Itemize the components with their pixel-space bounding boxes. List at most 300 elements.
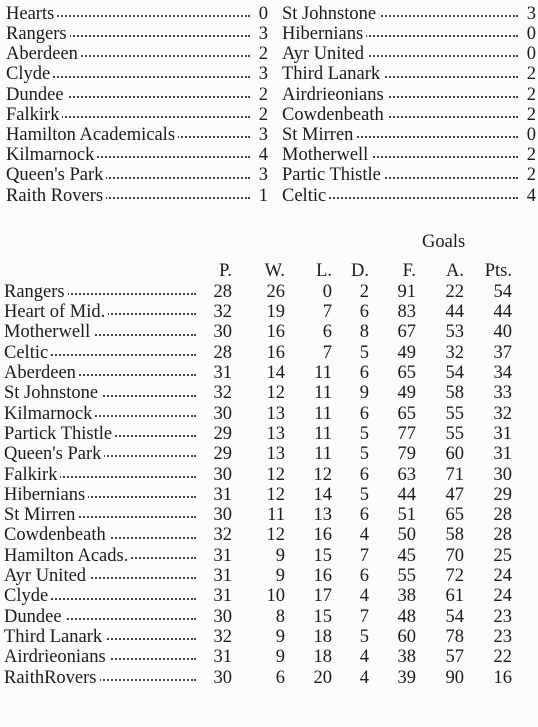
played-cell: 31 [213,586,232,607]
won-cell: 12 [266,383,285,404]
away-side [282,166,536,185]
lost-cell: 14 [313,484,332,505]
goals-against-cell: 54 [445,363,464,384]
goals-for-cell: 67 [397,322,416,343]
played-cell: 32 [213,626,232,647]
home-score: 3 [258,24,268,45]
team-cell [4,405,202,424]
away-team [282,45,520,64]
table-row [4,404,536,424]
home-score: 3 [258,124,268,145]
home-team-name: Rangers [6,25,70,44]
points-cell: 44 [493,302,512,323]
points-cell: 24 [493,566,512,587]
away-team-name: Motherwell [282,146,371,165]
goals-for-cell: 91 [397,281,416,302]
won-cell: 6 [275,667,285,688]
goals-against-cell: 57 [445,647,464,668]
drawn-cell: 8 [359,322,369,343]
goals-against-cell: 22 [445,281,464,302]
away-team [282,187,520,206]
away-team-name: Partic Thistle [282,166,384,185]
team-cell [4,587,202,606]
goals-against-cell: 78 [445,626,464,647]
team-name: Heart of Mid. [4,303,108,322]
result-row [6,166,536,186]
home-score: 2 [258,44,268,65]
points-cell: 28 [493,505,512,526]
lost-cell: 11 [314,423,332,444]
team-cell [4,303,202,322]
points-cell: 23 [493,606,512,627]
home-team-name: Aberdeen [6,45,81,64]
points-cell: 30 [493,464,512,485]
away-team [282,65,520,84]
away-score: 2 [526,104,536,125]
drawn-cell: 2 [359,281,369,302]
won-cell: 16 [266,322,285,343]
home-team-name: Queen's Park [6,166,106,185]
home-team [6,146,252,165]
goals-against-cell: 55 [445,423,464,444]
drawn-cell: 4 [359,647,369,668]
home-team [6,106,252,125]
home-score: 0 [258,3,268,24]
header-won: W. [264,261,285,281]
lost-cell: 7 [322,302,332,323]
team-cell [4,648,202,667]
lost-cell: 11 [314,383,332,404]
league-table [4,232,536,688]
away-side [282,126,536,145]
home-score: 3 [258,64,268,85]
goals-against-cell: 61 [445,586,464,607]
won-cell: 13 [266,423,285,444]
team-name: Rangers [4,283,68,302]
won-cell: 13 [266,444,285,465]
team-name: Motherwell [4,323,93,342]
goals-for-cell: 38 [397,647,416,668]
team-name: Celtic [4,344,51,363]
played-cell: 30 [213,606,232,627]
home-side [6,45,282,64]
team-cell [4,547,202,566]
table-row [4,627,536,647]
drawn-cell: 6 [359,464,369,485]
table-row [4,546,536,566]
lost-cell: 18 [313,647,332,668]
home-side [6,146,282,165]
won-cell: 12 [266,464,285,485]
home-score: 2 [258,84,268,105]
home-side [6,106,282,125]
goals-for-cell: 77 [397,423,416,444]
home-side [6,65,282,84]
team-name: Partick Thistle [4,425,115,444]
team-name: Falkirk [4,466,60,485]
goals-against-cell: 65 [445,505,464,526]
team-cell [4,669,202,688]
goals-for-cell: 49 [397,342,416,363]
team-name: Ayr United [4,567,89,586]
goals-against-cell: 72 [445,566,464,587]
home-side [6,166,282,185]
table-row [4,282,536,302]
home-team [6,25,252,44]
home-team [6,166,252,185]
played-cell: 32 [213,383,232,404]
table-row [4,566,536,586]
goals-for-cell: 50 [397,525,416,546]
away-team [282,106,520,125]
team-name: Dundee [4,608,65,627]
table-row [4,607,536,627]
away-team-name: Ayr United [282,45,367,64]
played-cell: 29 [213,444,232,465]
away-score: 3 [526,3,536,24]
won-cell: 9 [275,647,285,668]
points-cell: 24 [493,586,512,607]
home-team-name: Hamilton Academicals [6,126,178,145]
played-cell: 30 [213,403,232,424]
won-cell: 8 [275,606,285,627]
header-goals-for: F. [402,261,416,281]
result-row [6,65,536,85]
points-cell: 54 [493,281,512,302]
away-team [282,25,520,44]
home-team [6,45,252,64]
lost-cell: 6 [322,322,332,343]
won-cell: 12 [266,484,285,505]
table-row [4,302,536,322]
table-row [4,668,536,688]
table-row [4,505,536,525]
result-row [6,44,536,64]
played-cell: 28 [213,342,232,363]
played-cell: 31 [213,363,232,384]
home-team-name: Clyde [6,65,53,84]
team-name: St Johnstone [4,384,101,403]
goals-against-cell: 60 [445,444,464,465]
goals-against-cell: 55 [445,403,464,424]
goals-for-cell: 45 [397,545,416,566]
drawn-cell: 5 [359,423,369,444]
goals-against-cell: 58 [445,383,464,404]
won-cell: 14 [266,363,285,384]
goals-for-cell: 60 [397,626,416,647]
away-side [282,5,536,24]
home-team-name: Falkirk [6,106,62,125]
table-row [4,424,536,444]
points-cell: 25 [493,545,512,566]
points-cell: 34 [493,363,512,384]
won-cell: 12 [266,525,285,546]
away-side [282,86,536,105]
table-row [4,444,536,464]
away-score: 2 [526,64,536,85]
table-row [4,323,536,343]
played-cell: 30 [213,667,232,688]
team-name: Clyde [4,587,51,606]
team-name: Hamilton Acads. [4,547,131,566]
table-row [4,647,536,667]
goals-header-row [4,232,536,256]
points-cell: 31 [493,444,512,465]
away-score: 4 [526,185,536,206]
points-cell: 23 [493,626,512,647]
away-score: 0 [526,24,536,45]
team-cell [4,425,202,444]
goals-for-cell: 51 [397,505,416,526]
team-name: Airdrieonians [4,648,109,667]
goals-against-cell: 53 [445,322,464,343]
points-cell: 40 [493,322,512,343]
table-header-row [4,256,536,282]
goals-against-cell: 58 [445,525,464,546]
away-side [282,106,536,125]
home-side [6,86,282,105]
team-cell [4,526,202,545]
away-team-name: Cowdenbeath [282,106,387,125]
away-score: 2 [526,165,536,186]
drawn-cell: 4 [359,525,369,546]
goals-against-cell: 47 [445,484,464,505]
played-cell: 31 [213,566,232,587]
won-cell: 19 [266,302,285,323]
result-row [6,145,536,165]
team-cell [4,445,202,464]
lost-cell: 16 [313,525,332,546]
played-cell: 31 [213,647,232,668]
lost-cell: 20 [313,667,332,688]
drawn-cell: 4 [359,586,369,607]
won-cell: 26 [266,281,285,302]
table-row [4,485,536,505]
away-team-name: Airdrieonians [282,86,387,105]
team-name: Third Lanark [4,628,105,647]
away-team [282,166,520,185]
table-row [4,383,536,403]
away-side [282,65,536,84]
team-name: Cowdenbeath [4,526,109,545]
table-row [4,343,536,363]
home-team-name: Raith Rovers [6,187,106,206]
result-row [6,85,536,105]
header-drawn: D. [351,261,369,281]
away-team [282,5,520,24]
lost-cell: 7 [322,342,332,363]
goals-against-cell: 54 [445,606,464,627]
drawn-cell: 9 [359,383,369,404]
lost-cell: 0 [322,281,332,302]
header-goals-against: A. [446,261,464,281]
away-side [282,25,536,44]
home-team-name: Kilmarnock [6,146,97,165]
played-cell: 32 [213,525,232,546]
played-cell: 29 [213,423,232,444]
drawn-cell: 5 [359,626,369,647]
home-team [6,126,252,145]
won-cell: 9 [275,626,285,647]
goals-for-cell: 39 [397,667,416,688]
points-cell: 29 [493,484,512,505]
team-name: Kilmarnock [4,405,95,424]
won-cell: 11 [267,505,285,526]
team-cell [4,323,202,342]
goals-for-cell: 79 [397,444,416,465]
drawn-cell: 4 [359,667,369,688]
won-cell: 13 [266,403,285,424]
drawn-cell: 5 [359,484,369,505]
points-cell: 32 [493,403,512,424]
result-row [6,105,536,125]
won-cell: 10 [266,586,285,607]
goals-against-cell: 90 [445,667,464,688]
goals-for-cell: 38 [397,586,416,607]
home-team-name: Hearts [6,5,57,24]
table-body [4,282,536,688]
home-score: 2 [258,104,268,125]
points-cell: 33 [493,383,512,404]
points-cell: 16 [493,667,512,688]
home-team [6,5,252,24]
drawn-cell: 7 [359,545,369,566]
home-team [6,86,252,105]
away-team [282,126,520,145]
team-cell [4,628,202,647]
home-score: 4 [258,145,268,166]
goals-for-cell: 65 [397,403,416,424]
team-name: Hibernians [4,486,88,505]
played-cell: 31 [213,545,232,566]
result-row [6,186,536,206]
drawn-cell: 7 [359,606,369,627]
lost-cell: 12 [313,464,332,485]
home-side [6,5,282,24]
points-cell: 22 [493,647,512,668]
home-score: 1 [258,185,268,206]
goals-for-cell: 65 [397,363,416,384]
result-row [6,24,536,44]
lost-cell: 15 [313,606,332,627]
home-team [6,65,252,84]
lost-cell: 17 [313,586,332,607]
team-cell [4,364,202,383]
away-team-name: Celtic [282,187,329,206]
table-row [4,363,536,383]
home-score: 3 [258,165,268,186]
points-cell: 28 [493,525,512,546]
lost-cell: 11 [314,363,332,384]
drawn-cell: 6 [359,505,369,526]
table-row [4,586,536,606]
team-cell [4,384,202,403]
won-cell: 16 [266,342,285,363]
goals-label: Goals [422,232,466,252]
played-cell: 32 [213,302,232,323]
away-score: 0 [526,44,536,65]
home-team [6,187,252,206]
home-team-name: Dundee [6,86,67,105]
away-team-name: Hibernians [282,25,366,44]
away-team-name: St Johnstone [282,5,379,24]
home-side [6,126,282,145]
away-side [282,45,536,64]
table-row [4,526,536,546]
goals-for-cell: 49 [397,383,416,404]
lost-cell: 15 [313,545,332,566]
played-cell: 30 [213,505,232,526]
away-team [282,146,520,165]
drawn-cell: 6 [359,302,369,323]
won-cell: 9 [275,545,285,566]
played-cell: 31 [213,484,232,505]
drawn-cell: 6 [359,566,369,587]
goals-against-cell: 70 [445,545,464,566]
won-cell: 9 [275,566,285,587]
header-lost: L. [316,261,332,281]
drawn-cell: 5 [359,444,369,465]
played-cell: 28 [213,281,232,302]
away-team-name: St Mirren [282,126,356,145]
away-side [282,187,536,206]
home-side [6,25,282,44]
away-team-name: Third Lanark [282,65,383,84]
table-row [4,465,536,485]
played-cell: 30 [213,322,232,343]
lost-cell: 18 [313,626,332,647]
points-cell: 37 [493,342,512,363]
goals-for-cell: 83 [397,302,416,323]
played-cell: 30 [213,464,232,485]
goals-for-cell: 48 [397,606,416,627]
lost-cell: 13 [313,505,332,526]
drawn-cell: 6 [359,363,369,384]
header-played: P. [219,261,232,281]
header-points: Pts. [484,261,512,281]
lost-cell: 11 [314,403,332,424]
team-cell [4,567,202,586]
goals-against-cell: 44 [445,302,464,323]
goals-for-cell: 63 [397,464,416,485]
team-cell [4,466,202,485]
team-name: Queen's Park [4,445,104,464]
result-row [6,125,536,145]
away-score: 2 [526,145,536,166]
team-cell [4,506,202,525]
result-row [6,4,536,24]
away-team [282,86,520,105]
away-score: 0 [526,124,536,145]
drawn-cell: 6 [359,403,369,424]
team-cell [4,608,202,627]
team-cell [4,344,202,363]
team-name: St Mirren [4,506,78,525]
match-results [6,4,536,206]
team-cell [4,283,202,302]
team-name: RaithRovers [4,669,100,688]
home-side [6,187,282,206]
goals-for-cell: 55 [397,566,416,587]
away-score: 2 [526,84,536,105]
lost-cell: 11 [314,444,332,465]
team-cell [4,486,202,505]
away-side [282,146,536,165]
points-cell: 31 [493,423,512,444]
goals-against-cell: 32 [445,342,464,363]
goals-for-cell: 44 [397,484,416,505]
drawn-cell: 5 [359,342,369,363]
